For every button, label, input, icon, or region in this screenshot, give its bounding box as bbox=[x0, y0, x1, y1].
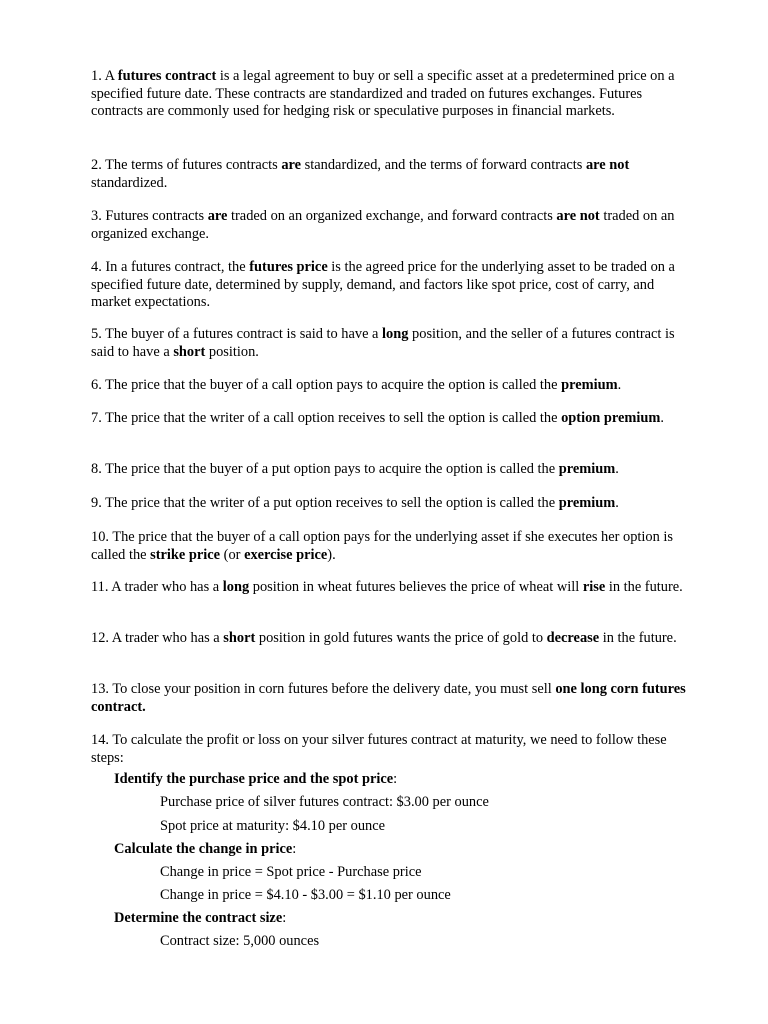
text-run: in the future. bbox=[599, 630, 677, 646]
text-run: . bbox=[615, 461, 619, 477]
bold-term: long bbox=[222, 579, 250, 595]
bold-term: short bbox=[173, 343, 206, 360]
bold-term: premium bbox=[561, 377, 618, 393]
text-run: . bbox=[615, 495, 619, 511]
paragraph-10 bbox=[91, 529, 693, 564]
text-run: 10. The price that the buyer of a call option pays for the underlying asset if she executes her option is called the bbox=[91, 529, 673, 563]
text-run: position, and the seller of a futures contract is said to have a bbox=[91, 326, 675, 360]
bold-term: are not bbox=[585, 157, 630, 173]
paragraph-8 bbox=[91, 461, 693, 479]
paragraph-5 bbox=[91, 326, 693, 361]
paragraph-4 bbox=[91, 259, 693, 312]
paragraph-9 bbox=[91, 495, 693, 513]
text-run: ). bbox=[327, 546, 336, 563]
text-run: 9. The price that the writer of a put option receives to sell the option is called the bbox=[91, 495, 559, 511]
text-run: standardized, and the terms of forward contracts bbox=[301, 157, 586, 173]
paragraph-7 bbox=[91, 410, 693, 428]
bold-term: are bbox=[281, 157, 302, 173]
paragraph-6 bbox=[91, 377, 693, 395]
paragraph-11 bbox=[91, 579, 693, 597]
text-run: position. bbox=[205, 343, 259, 360]
text-run: 5. The buyer of a futures contract is said to have a bbox=[91, 326, 383, 342]
bold-term: one long corn futures contract. bbox=[91, 681, 686, 715]
text-run: 7. The price that the writer of a call option receives to sell the option is called the bbox=[91, 410, 562, 426]
text-run: position in gold futures wants the price of gold to bbox=[255, 630, 547, 646]
paragraph-13 bbox=[91, 681, 693, 716]
text-run: traded on an organized exchange, and forward contracts bbox=[227, 208, 557, 224]
bold-term: decrease bbox=[546, 630, 600, 646]
step-2-line-2: Change in price = $4.10 - $3.00 = $1.10 per ounce bbox=[160, 887, 451, 903]
text-run: 2. The terms of futures contracts bbox=[91, 157, 282, 173]
bold-term: premium bbox=[558, 495, 616, 511]
step-3-line-1: Contract size: 5,000 ounces bbox=[160, 933, 320, 949]
bold-term: short bbox=[223, 630, 256, 646]
bold-term: are not bbox=[556, 208, 600, 224]
text-run: traded on an organized exchange. bbox=[91, 208, 675, 242]
text-run: is a legal agreement to buy or sell a specific asset at a predetermined price on a specified future date. These contracts are standardized and traded on futures exchanges. Futures contracts are commonly used for hedging risk or speculative purposes in financial markets. bbox=[91, 68, 675, 120]
paragraph-12 bbox=[91, 630, 693, 648]
bold-term: are bbox=[207, 208, 228, 224]
text-run: 6. The price that the buyer of a call option pays to acquire the option is called the bbox=[91, 377, 562, 393]
text-run: in the future. bbox=[605, 579, 683, 595]
bold-term: futures contract bbox=[117, 68, 217, 84]
text-run: 3. Futures contracts bbox=[91, 208, 208, 224]
text-run: . bbox=[660, 410, 664, 426]
bold-term: futures price bbox=[249, 259, 328, 275]
bold-term: long bbox=[382, 326, 409, 342]
text-run: 1. A bbox=[91, 68, 118, 84]
bold-term: strike price bbox=[150, 546, 221, 563]
text-run: (or bbox=[220, 546, 245, 563]
text-run: 13. To close your position in corn futures before the delivery date, you must sell bbox=[91, 681, 556, 697]
bold-term: premium bbox=[558, 461, 616, 477]
text-run: 11. A trader who has a bbox=[91, 579, 223, 595]
paragraph-1 bbox=[91, 68, 693, 121]
paragraph-2 bbox=[91, 157, 693, 192]
text-run: 14. To calculate the profit or loss on your silver futures contract at maturity, we need to follow these steps: bbox=[91, 732, 667, 766]
step-2-line-1: Change in price = Spot price - Purchase price bbox=[160, 864, 422, 880]
step-heading-2: Calculate the change in price: bbox=[114, 841, 297, 857]
text-run: 8. The price that the buyer of a put option pays to acquire the option is called the bbox=[91, 461, 559, 477]
step-1-line-2: Spot price at maturity: $4.10 per ounce bbox=[160, 818, 385, 834]
text-run: 12. A trader who has a bbox=[91, 630, 224, 646]
paragraph-14 bbox=[91, 732, 693, 767]
bold-term: option premium bbox=[561, 410, 661, 426]
text-run: position in wheat futures believes the price of wheat will bbox=[249, 579, 583, 595]
text-run: 4. In a futures contract, the bbox=[91, 259, 250, 275]
text-run: is the agreed price for the underlying asset to be traded on a specified future date, determined by supply, demand, and factors like spot price, cost of carry, and market expectations. bbox=[91, 259, 675, 311]
step-heading-1: Identify the purchase price and the spot price: bbox=[114, 771, 398, 787]
step-1-line-1: Purchase price of silver futures contract: $3.00 per ounce bbox=[160, 794, 489, 810]
paragraph-3 bbox=[91, 208, 693, 243]
step-heading-3: Determine the contract size: bbox=[114, 910, 287, 926]
text-run: . bbox=[617, 377, 622, 393]
text-run: standardized. bbox=[91, 174, 168, 191]
bold-term: rise bbox=[582, 579, 606, 595]
bold-term: exercise price bbox=[244, 546, 328, 563]
